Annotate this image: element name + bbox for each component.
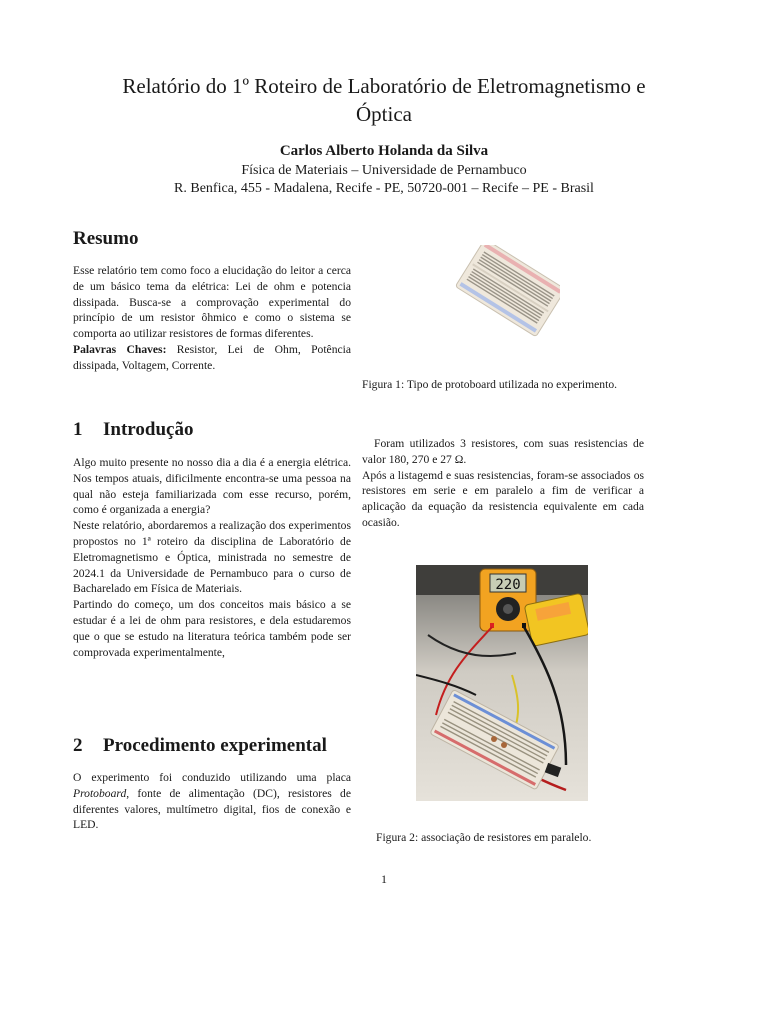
association-paragraph: Após a listagemd e suas resistencias, foram-se associados os resistores em serie e em paralelo a fim de verificar a aplicação da equação da resistencia equivalente em cada ocasião. [362,468,644,529]
keywords-list: Resistor, Lei de Ohm, Potência dissipada, Voltagem, Corrente. [73,342,352,372]
page-number: 1 [381,872,387,886]
procedure-text-b: , fonte de alimentação (DC), resistores de diferentes valores, multímetro digital, fios de conexão e LED. [73,786,351,832]
keywords-label: Palavras Chaves: [73,342,167,356]
procedure-body [73,770,351,833]
title-line-2: Óptica [356,102,412,126]
author-name: Carlos Alberto Holanda da Silva [279,143,489,159]
intro-paragraph-3: Partindo do começo, um dos conceitos mais básico a se estudar é a lei de ohm para resistores, e dela estudaremos que o que se estudo na literatura teórica também pode ser comprovada experimentalmente, [73,598,351,659]
protoboard-illustration [450,245,560,345]
resumo-text: Esse relatório tem como foco a elucidação do leitor a cerca de um básico tema da elétrica: Lei de ohm e potencia dissipada. Busca-se a comprovação experimental do princípio de um resistor ôhmico e como o sistema se comporta ao utilizar resistores de formas diferentes. [73,264,351,341]
resistors-paragraph: Foram utilizados 3 resistores, com suas resistencias de valor 180, 270 e 27 Ω. [362,437,644,466]
section-title: Introdução [103,419,194,440]
section-number: 1 [73,419,83,440]
resumo-body [73,263,351,374]
procedure-paragraph [73,770,351,833]
right-body [362,436,644,531]
section-intro-heading [73,419,193,441]
figure-1-image [450,245,560,345]
section-procedure-heading [73,735,327,757]
intro-body [73,455,351,660]
figure-1-caption: Figura 1: Tipo de protoboard utilizada no experimento. [362,378,618,391]
circuit-photo-illustration [416,565,588,801]
title-line-1: Relatório do 1º Roteiro de Laboratório de Eletromagnetismo e [122,74,646,98]
resumo-heading: Resumo [73,228,139,249]
figure-2-caption: Figura 2: associação de resistores em paralelo. [376,831,592,844]
procedure-text-a: O experimento foi conduzido utilizando uma placa [73,771,351,784]
figure-2-photo [416,565,588,801]
affiliation: Física de Materiais – Universidade de Pernambuco [241,163,527,178]
address: R. Benfica, 455 - Madalena, Recife - PE, 50720-001 – Recife – PE - Brasil [174,181,594,196]
section-number: 2 [73,735,83,756]
intro-paragraph-1: Algo muito presente no nosso dia a dia é a energia elétrica. Nos tempos atuais, dificilmente encontra-se uma pessoa na qual não esteja familiarizada com esse recurso, porém, como é organizada a energia? [73,456,351,517]
section-title: Procedimento experimental [103,735,327,756]
protoboard-term: Protoboard [73,786,127,800]
intro-paragraph-2: Neste relatório, abordaremos a realização dos experimentos propostos no 1ª roteiro da disciplina de Laboratório de Eletromagnetismo e Óptica, ministrada no semestre de 2024.1 da Universidade de Pernambuco para o curso de Bacharelado em Física de Materiais. [73,519,351,596]
meter-reading: 220 [495,577,521,593]
keywords [73,342,351,374]
paper-title [60,72,708,128]
